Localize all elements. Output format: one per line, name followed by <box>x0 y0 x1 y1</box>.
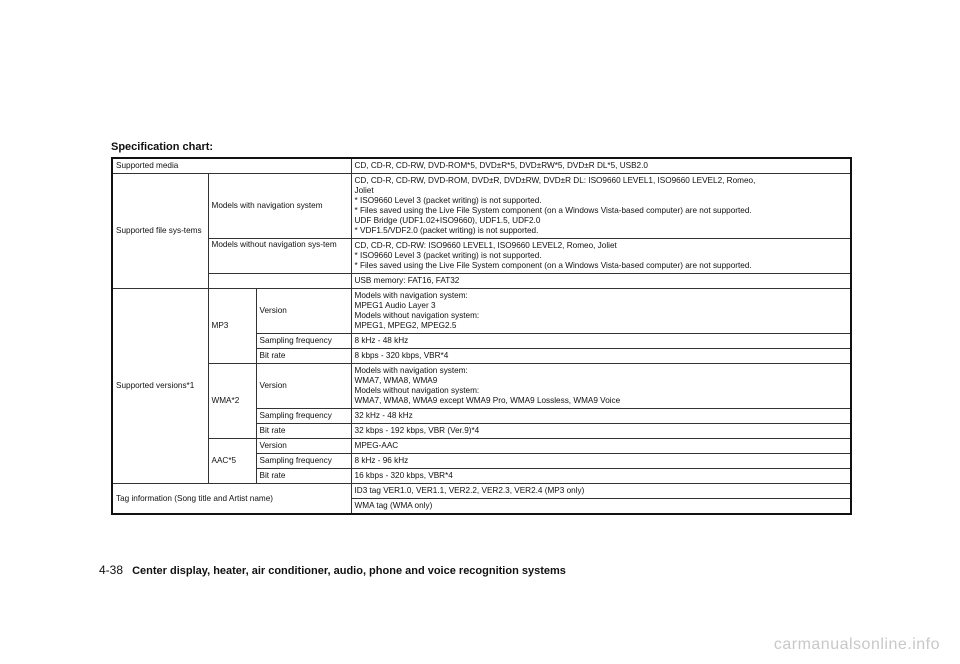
value-line: WMA7, WMA8, WMA9 except WMA9 Pro, WMA9 Lossless, WMA9 Voice <box>354 396 621 405</box>
format-label: AAC*5 <box>208 439 256 484</box>
value-line: WMA7, WMA8, WMA9 <box>354 376 438 385</box>
value-line: MPEG1, MPEG2, MPEG2.5 <box>354 321 457 330</box>
table-row <box>112 484 851 499</box>
table-row <box>112 158 851 174</box>
value-line: CD, CD-R, CD-RW, DVD-ROM, DVD±R, DVD±RW, DVD±R DL: ISO9660 LEVEL1, ISO9660 LEVEL2, Romeo, <box>354 176 756 185</box>
value-line: Models without navigation system: <box>354 386 480 395</box>
row-value <box>351 239 851 274</box>
value-line: Models with navigation system: <box>354 291 468 300</box>
value-line: MPEG1 Audio Layer 3 <box>354 301 436 310</box>
format-label: MP3 <box>208 289 256 364</box>
page-footer <box>99 563 566 577</box>
row-value: 8 kbps - 320 kbps, VBR*4 <box>351 349 851 364</box>
format-label: WMA*2 <box>208 364 256 439</box>
value-line: * VDF1.5/VDF2.0 (packet writing) is not supported. <box>354 226 539 235</box>
property-label: Bit rate <box>256 349 351 364</box>
property-label: Sampling frequency <box>256 334 351 349</box>
table-row <box>112 364 851 409</box>
value-line: * Files saved using the Live File System component (on a Windows Vista-based computer) are not supported. <box>354 206 752 215</box>
row-value: 16 kbps - 320 kbps, VBR*4 <box>351 469 851 484</box>
row-label: Supported file sys-tems <box>112 174 208 289</box>
table-row <box>112 174 851 239</box>
watermark: carmanualsonline.info <box>773 636 940 653</box>
row-value: MPEG-AAC <box>351 439 851 454</box>
table-row <box>112 274 851 289</box>
row-value: ID3 tag VER1.0, VER1.1, VER2.2, VER2.3, VER2.4 (MP3 only) <box>351 484 851 499</box>
property-label: Version <box>256 289 351 334</box>
row-value <box>351 289 851 334</box>
row-sublabel-empty <box>208 274 351 289</box>
page-heading: Specification chart: <box>111 141 214 153</box>
row-value: 8 kHz - 48 kHz <box>351 334 851 349</box>
value-line: Models without navigation system: <box>354 311 480 320</box>
section-title: Center display, heater, air conditioner, audio, phone and voice recognition systems <box>132 565 566 577</box>
row-value: 8 kHz - 96 kHz <box>351 454 851 469</box>
value-line: CD, CD-R, CD-RW: ISO9660 LEVEL1, ISO9660 LEVEL2, Romeo, Joliet <box>354 241 617 250</box>
row-value: 32 kbps - 192 kbps, VBR (Ver.9)*4 <box>351 424 851 439</box>
row-label: Supported versions*1 <box>112 289 208 484</box>
property-label: Version <box>256 364 351 409</box>
table-row <box>112 239 851 274</box>
row-sublabel: Models without navigation sys-tem <box>208 239 351 274</box>
table-row <box>112 289 851 334</box>
property-label: Bit rate <box>256 469 351 484</box>
value-line: Joliet <box>354 186 374 195</box>
value-line: * Files saved using the Live File System component (on a Windows Vista-based computer) are not supported. <box>354 261 752 270</box>
value-line: Models with navigation system: <box>354 366 468 375</box>
property-label: Version <box>256 439 351 454</box>
row-value: WMA tag (WMA only) <box>351 499 851 515</box>
row-value: USB memory: FAT16, FAT32 <box>351 274 851 289</box>
row-sublabel: Models with navigation system <box>208 174 351 239</box>
table-row <box>112 439 851 454</box>
value-line: * ISO9660 Level 3 (packet writing) is not supported. <box>354 251 542 260</box>
row-value: CD, CD-R, CD-RW, DVD-ROM*5, DVD±R*5, DVD±RW*5, DVD±R DL*5, USB2.0 <box>351 158 851 174</box>
row-value: 32 kHz - 48 kHz <box>351 409 851 424</box>
page-number: 4-38 <box>99 563 124 577</box>
value-line: * ISO9660 Level 3 (packet writing) is not supported. <box>354 196 542 205</box>
specification-table <box>111 157 852 515</box>
property-label: Sampling frequency <box>256 454 351 469</box>
property-label: Bit rate <box>256 424 351 439</box>
property-label: Sampling frequency <box>256 409 351 424</box>
row-value <box>351 364 851 409</box>
row-value <box>351 174 851 239</box>
row-label: Tag information (Song title and Artist name) <box>112 484 351 515</box>
row-label: Supported media <box>112 158 351 174</box>
value-line: UDF Bridge (UDF1.02+ISO9660), UDF1.5, UDF2.0 <box>354 216 541 225</box>
